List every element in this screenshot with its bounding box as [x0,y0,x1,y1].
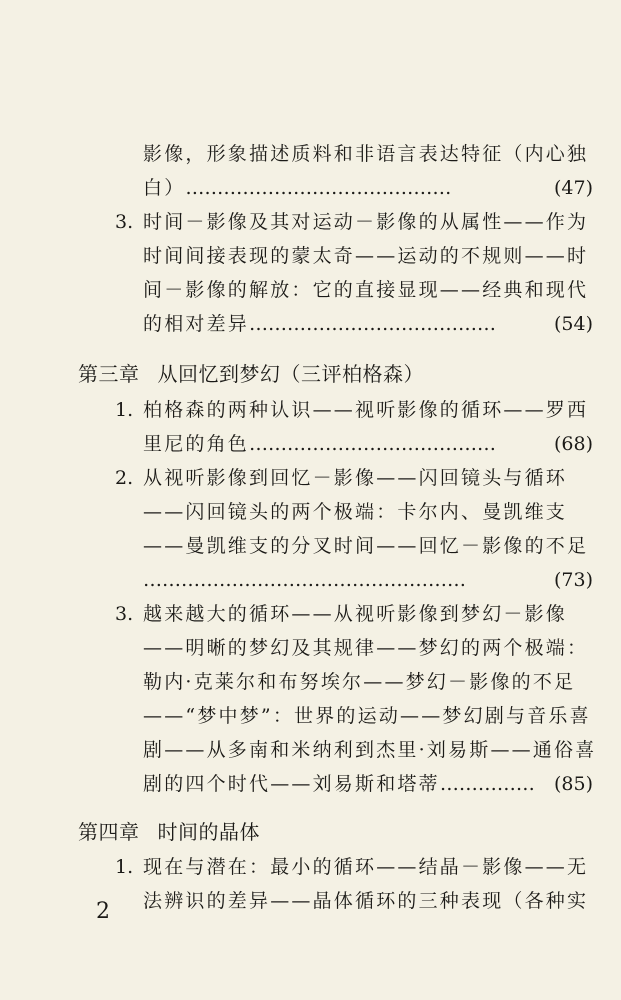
toc-entry-text: 剧的四个时代——刘易斯和塔蒂 [143,773,440,795]
chapter-title: 时间的晶体 [157,820,260,844]
toc-entry-text: 柏格森的两种认识——视听影像的循环——罗西 [143,399,589,421]
toc-entry-text: 白） [143,177,186,199]
toc-entry-text: 时间间接表现的蒙太奇——运动的不规则——时 [143,245,589,267]
toc-page-number: (85) [553,773,593,795]
toc-entry-text: 影像，形象描述质料和非语言表达特征（内心独 [143,143,589,165]
dot-leader: …………………………………………… [143,569,466,591]
toc-line [143,171,593,205]
toc-item-number: 1. [115,856,134,878]
dot-leader: …………………………………… [185,177,452,199]
toc-line [143,563,593,597]
toc-entry-text: 时间－影像及其对运动－影像的从属性——作为 [143,211,589,233]
toc-item-number: 2. [115,467,134,489]
toc-line [143,393,593,427]
toc-line [143,461,593,495]
toc-entry-text: 从视听影像到回忆－影像——闪回镜头与循环 [143,467,568,489]
toc-line [143,767,593,801]
chapter-label: 第三章 [78,362,140,386]
toc-entry-text: ——曼凯维支的分叉时间——回忆－影像的不足 [143,535,589,557]
toc-page-number: (54) [553,313,593,335]
toc-item-number: 3. [115,603,134,625]
toc-item-number: 1. [115,399,134,421]
toc-line [143,850,593,884]
dot-leader: ………………………………… [249,433,497,455]
toc-item-number: 3. [115,211,134,233]
chapter-label: 第四章 [78,820,140,844]
toc-entry-text: ——闪回镜头的两个极端：卡尔内、曼凯维支 [143,501,568,523]
page-number: 2 [96,899,110,924]
dot-leader: ………………………………… [249,313,497,335]
toc-line [143,884,593,918]
toc-line [143,427,593,461]
toc-page-number: (73) [553,569,593,591]
toc-line [143,631,593,665]
toc-line [143,205,593,239]
toc-line [143,137,593,171]
chapter-heading [78,357,424,391]
toc-entry-text: 的相对差异 [143,313,250,335]
toc-line [143,495,593,529]
toc-page-number: (47) [553,177,593,199]
toc-line [143,699,593,733]
toc-entry-text: 剧——从多南和米纳利到杰里·刘易斯——通俗喜 [143,739,597,761]
toc-entry-text: 里尼的角色 [143,433,250,455]
toc-line [143,597,593,631]
toc-entry-text: 越来越大的循环——从视听影像到梦幻－影像 [143,603,568,625]
toc-entry-text: ——“梦中梦”：世界的运动——梦幻剧与音乐喜 [143,705,591,727]
toc-line [143,273,593,307]
toc-line [143,529,593,563]
toc-entry-text: 间－影像的解放：它的直接显现——经典和现代 [143,279,589,301]
chapter-title: 从回忆到梦幻（三评柏格森） [157,362,424,386]
toc-entry-text: 现在与潜在：最小的循环——结晶－影像——无 [143,856,589,878]
toc-line [143,665,593,699]
chapter-heading [78,815,260,849]
toc-entry-text: 法辨识的差异——晶体循环的三种表现（各种实 [143,890,589,912]
toc-line [143,307,593,341]
toc-page-number: (68) [553,433,593,455]
toc-line [143,733,597,767]
dot-leader: …………… [439,773,535,795]
toc-entry-text: 勒内·克莱尔和布努埃尔——梦幻－影像的不足 [143,671,576,693]
toc-entry-text: ——明晰的梦幻及其规律——梦幻的两个极端： [143,637,589,659]
toc-line [143,239,593,273]
